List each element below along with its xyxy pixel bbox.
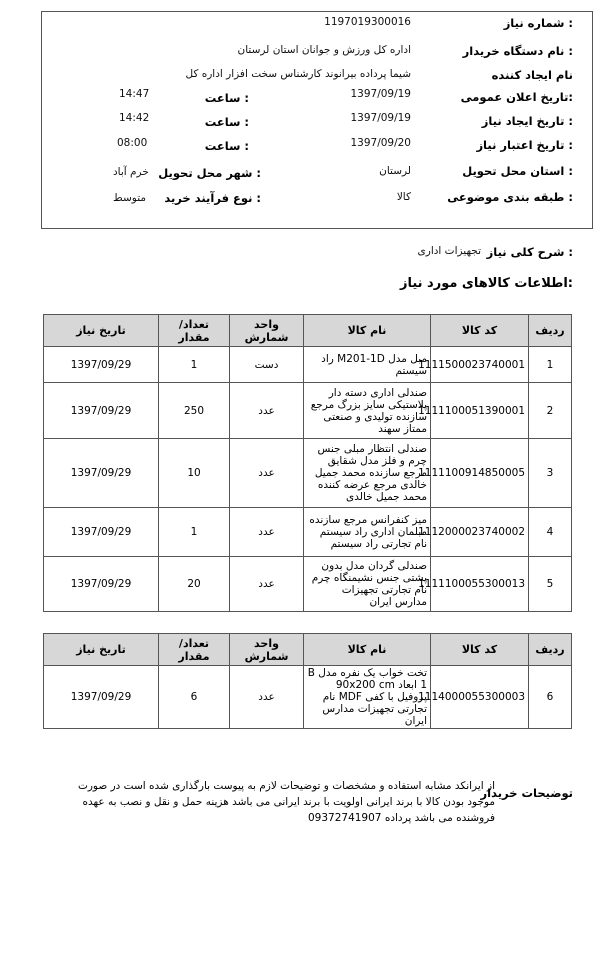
cell-qty: 10 [159,439,230,508]
col-qty: تعداد/ مقدار [159,315,230,347]
process-type-value: متوسط [113,192,146,204]
cell-qty: 250 [159,383,230,439]
cell-code: 1111500023740001 [431,347,529,383]
delivery-city-label: شهر محل تحویل : [158,166,261,180]
delivery-province-value: لرستان [379,165,411,177]
cell-date: 1397/09/29 [44,508,159,557]
cell-name: صندلی گردان مدل بدون پشتی جنس نشیمنگاه چرم نام تجارتی تجهیزات مدارس ایران [304,557,431,612]
cell-date: 1397/09/29 [44,557,159,612]
cell-name: صندلی انتظار مبلی جنس چرم و فلز مدل شقایق مرجع سازنده محمد جمیل خالدی مرجع عرضه کننده محمد جمیل خالدی [304,439,431,508]
creator-label: نام ایجاد کننده [491,68,573,82]
table-row [44,347,572,383]
cell-qty: 20 [159,557,230,612]
validity-time-label: ساعت : [204,139,249,153]
cell-row: 3 [529,439,572,508]
col-unit: واحد شمارش [230,634,304,666]
col-name: نام کالا [304,634,431,666]
table-row [44,508,572,557]
goods-table [43,314,572,612]
validity-date-label: تاریخ اعتبار نیاز : [476,138,573,152]
cell-unit: عدد [230,439,304,508]
process-type-label: نوع فرآیند خرید : [164,191,261,205]
col-qty: تعداد/ مقدار [159,634,230,666]
cell-row: 4 [529,508,572,557]
cell-code: 1111100914850005 [431,439,529,508]
cell-name: مبل مدل M201-1D راد سیستم [304,347,431,383]
col-date: تاریخ نیاز [44,315,159,347]
cell-date: 1397/09/29 [44,347,159,383]
table-row [44,383,572,439]
create-time-value: 14:42 [119,112,150,124]
announce-time-value: 14:47 [119,88,150,100]
announce-date-label: تاریخ اعلان عمومی: [460,90,573,104]
cell-unit: دست [230,347,304,383]
create-time-label: ساعت : [204,115,249,129]
cell-name: تخت خواب یک نفره مدل B 1 ابعاد 90x200 cm پروفیل با کفی MDF نام تجارتی تجهیزات مدارس ایران [304,666,431,729]
cell-qty: 1 [159,508,230,557]
cell-row: 1 [529,347,572,383]
buyer-org-label: نام دستگاه خریدار : [462,44,573,58]
buyer-notes-line: از ایرانکد مشابه استفاده و مشخصات و توضیحات لازم به پیوست بارگذاری شده است در صورت [77,780,495,792]
goods-section-title: اطلاعات کالاهای مورد نیاز: [399,276,573,291]
col-code: کد کالا [431,315,529,347]
cell-code: 1111100051390001 [431,383,529,439]
col-date: تاریخ نیاز [44,634,159,666]
cell-code: 1114000055300003 [431,666,529,729]
table-row [44,439,572,508]
summary-value: تجهیزات اداری [417,245,481,257]
cell-name: میز کنفرانس مرجع سازنده مبلمان اداری راد سیستم نام تجارتی راد سیستم [304,508,431,557]
create-date-label: تاریخ ایجاد نیاز : [481,114,573,128]
summary-label: شرح کلی نیاز : [486,245,573,259]
cell-qty: 1 [159,347,230,383]
goods-table-header [44,634,572,666]
announce-date-value: 1397/09/19 [350,88,411,100]
cell-row: 2 [529,383,572,439]
cell-unit: عدد [230,383,304,439]
table-row [44,557,572,612]
creator-value: شیما پرداده بیرانوند کارشناس سخت افزار اداره کل [185,68,411,80]
buyer-notes-text [35,778,495,826]
col-code: کد کالا [431,634,529,666]
goods-table-header [44,315,572,347]
delivery-city-value: خرم آباد [113,166,149,178]
validity-date-value: 1397/09/20 [350,137,411,149]
validity-time-value: 08:00 [117,137,148,149]
col-name: نام کالا [304,315,431,347]
cell-row: 5 [529,557,572,612]
cell-date: 1397/09/29 [44,383,159,439]
table-row [44,666,572,729]
buyer-notes-line: فروشنده می باشد پرداده 09372741907 [307,812,495,824]
buyer-notes-label: توضیحات خریدار [480,786,573,800]
buyer-notes-line: موجود بودن کالا با برند ایرانی اولویت با برند ایرانی می باشد هزینه حمل و نقل و نصب به عهده [82,796,495,808]
col-row: ردیف [529,315,572,347]
cell-name: صندلی اداری دسته دار پلاستیکی سایز بزرگ مرجع سازنده تولیدی و صنعتی ممتاز سهند [304,383,431,439]
buyer-org-value: اداره کل ورزش و جوانان استان لرستان [237,44,411,56]
col-unit: واحد شمارش [230,315,304,347]
cell-date: 1397/09/29 [44,666,159,729]
delivery-province-label: استان محل تحویل : [462,164,573,178]
cell-qty: 6 [159,666,230,729]
need-number-label: شماره نیاز : [503,16,573,30]
category-label: طبقه بندی موضوعی : [447,190,573,204]
cell-date: 1397/09/29 [44,439,159,508]
need-number-value: 1197019300016 [324,16,411,28]
cell-code: 1111100055300013 [431,557,529,612]
col-row: ردیف [529,634,572,666]
cell-unit: عدد [230,557,304,612]
goods-table-continued [43,633,572,729]
cell-code: 1112000023740002 [431,508,529,557]
announce-time-label: ساعت : [204,91,249,105]
cell-unit: عدد [230,508,304,557]
cell-unit: عدد [230,666,304,729]
create-date-value: 1397/09/19 [350,112,411,124]
category-value: کالا [396,191,411,203]
cell-row: 6 [529,666,572,729]
